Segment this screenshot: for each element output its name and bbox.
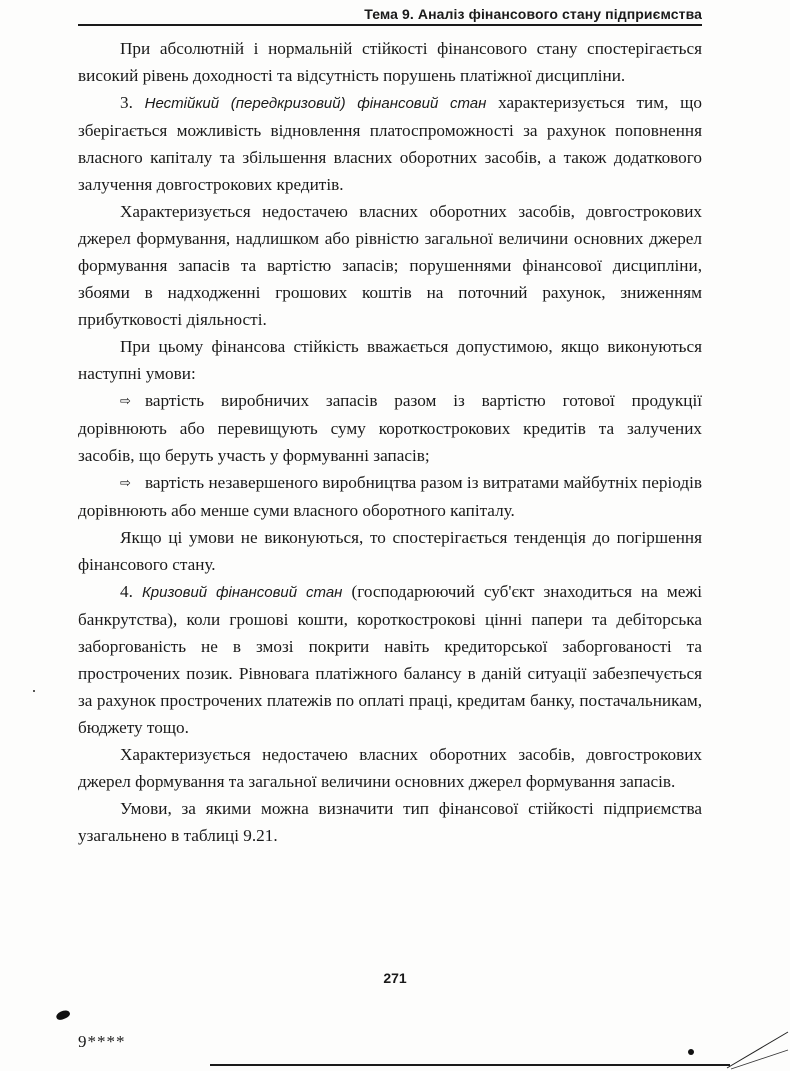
right-arrow-icon: ⇨ [120, 394, 131, 409]
term-crisis-state: Кризовий фінансовий стан [141, 584, 343, 601]
header-title: Тема 9. Аналіз фінансового стану підприємства [364, 6, 702, 22]
paragraph-text: характеризується тим, що зберігається можливість відновлення платоспроможності за рахунок поповнення власного капіталу та збільшення власних оборотних засобів, а також додаткового залучення довгострокових кредитів. [78, 93, 702, 194]
paragraph-unstable-state [78, 89, 702, 198]
header-rule [78, 24, 702, 26]
bullet-item [78, 387, 702, 469]
paragraph-text: (господарюючий суб'єкт знаходиться на межі банкрутства), коли грошові кошти, короткострокові цінні папери та дебіторська заборгованість не в змозі покрити навіть кредиторської заборгованості та прострочених позик. Рівновага платіжного балансу в даній ситуації забезпечується за рахунок прострочених платежів по оплаті праці, кредитам банку, постачальникам, бюджету тощо. [78, 582, 703, 737]
page-corner-edge [725, 1028, 790, 1071]
ink-blot [55, 1008, 71, 1021]
signature-mark: 9**** [78, 1032, 126, 1051]
bullet-text: вартість виробничих запасів разом із вартістю готової продукції дорівнюють або перевищують суму короткострокових кредитів та залучених засобів, що беруть участь у формуванні запасів; [78, 391, 702, 465]
scan-speck [33, 690, 35, 692]
paragraph-absolute-stability: При абсолютній і нормальній стійкості фінансового стану спостерігається високий рівень доходності та відсутність порушень платіжної дисципліни. [78, 39, 702, 85]
footer-rule [210, 1064, 730, 1066]
paragraph-crisis-state [78, 578, 702, 741]
page-number: 271 [383, 970, 407, 986]
paragraph-acceptable-conditions: При цьому фінансова стійкість вважається допустимою, якщо виконуються наступні умови: [78, 337, 702, 383]
paragraph-unstable-characteristics: Характеризується недостачею власних оборотних засобів, довгострокових джерел формування, надлишком або рівністю загальної величини основних джерел формування запасів та вартістю запасів; порушеннями фінансової дисципліни, збоями в надходженні грошових коштів на поточний рахунок, зниженням прибутковості діяльності. [78, 202, 702, 329]
paragraph-deterioration: Якщо ці умови не виконуються, то спостерігається тенденція до погіршення фінансового стану. [78, 528, 702, 574]
bullet-text: вартість незавершеного виробництва разом із витратами майбутніх періодів дорівнюють або менше суми власного оборотного капіталу. [78, 473, 702, 520]
list-number: 4. [120, 582, 133, 601]
right-arrow-icon: ⇨ [120, 476, 131, 491]
list-number: 3. [120, 93, 133, 112]
paragraph-table-reference: Умови, за якими можна визначити тип фінансової стійкості підприємства узагальнено в таблиці 9.21. [78, 799, 702, 845]
paragraph-crisis-characteristics: Характеризується недостачею власних оборотних засобів, довгострокових джерел формування та загальної величини основних джерел формування запасів. [78, 745, 702, 791]
page-body [78, 35, 702, 849]
term-unstable-state: Нестійкий (передкризовий) фінансовий стан [144, 95, 487, 112]
running-header [78, 2, 702, 32]
bullet-item [78, 469, 702, 524]
footer-dot [688, 1049, 694, 1055]
